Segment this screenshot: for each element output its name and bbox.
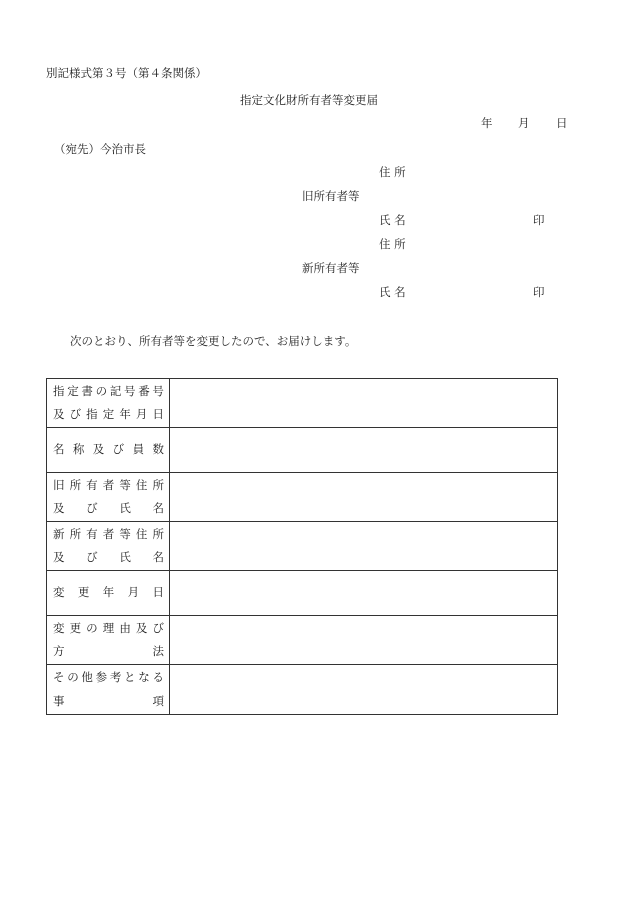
row-label-char: 更 [69, 620, 82, 635]
row-label-char: 年 [102, 585, 115, 600]
row-label-char: 更 [77, 585, 90, 600]
new-owner-seal: 印 [533, 285, 545, 299]
row-label-char: 及 [135, 620, 148, 635]
row-label-char: 書 [81, 383, 93, 398]
row-label-char: 他 [81, 670, 93, 684]
row-label-cell [47, 473, 170, 522]
row-label-char: 及 [53, 550, 65, 564]
document-title: 指定文化財所有者等変更届 [240, 93, 378, 107]
row-label-char: び [152, 620, 164, 635]
row-label-line [53, 477, 164, 492]
row-label-char: 氏 [119, 550, 131, 564]
table-row [47, 473, 558, 522]
old-owner-seal: 印 [533, 213, 545, 227]
row-label-char: の [67, 670, 79, 684]
row-label-char: 番 [138, 383, 150, 398]
row-label-char: 旧 [53, 477, 65, 492]
row-label-char: 有 [86, 477, 98, 492]
row-label-char: 有 [86, 526, 98, 541]
row-label-char: び [112, 442, 125, 457]
row-label-cell [47, 379, 170, 428]
row-label-char: 法 [152, 644, 164, 658]
row-value-cell[interactable] [170, 665, 558, 715]
table-row [47, 571, 558, 616]
row-label-line [53, 587, 164, 599]
row-label-char: 指 [86, 407, 98, 421]
row-label-char: 新 [53, 526, 65, 541]
row-label-char: 月 [127, 585, 140, 600]
row-label-cell [47, 428, 170, 473]
old-owner-group-label: 旧所有者等 [302, 189, 360, 203]
row-label-cell [47, 616, 170, 665]
row-label-char: 定 [67, 383, 79, 398]
row-value-cell[interactable] [170, 428, 558, 473]
row-label-char: 号 [152, 383, 164, 398]
row-value-cell[interactable] [170, 616, 558, 665]
row-label-line [53, 672, 164, 684]
date-month: 月 [518, 116, 530, 130]
row-label-char: 者 [102, 477, 115, 492]
row-label-char: 日 [152, 407, 164, 421]
row-label-char: 記 [109, 383, 122, 398]
date-day: 日 [556, 116, 568, 130]
row-label-char: 名 [53, 442, 65, 457]
row-label-char: 称 [72, 442, 85, 457]
row-label-char: 年 [119, 407, 131, 421]
form-number: 別記様式第３号（第４条関係） [46, 66, 207, 80]
row-label-char: 事 [53, 693, 65, 708]
row-label-char: び [69, 407, 82, 421]
row-label-char: 号 [124, 383, 136, 398]
row-label-char: 理 [102, 620, 115, 635]
table-row [47, 522, 558, 571]
row-label-char: 氏 [119, 501, 131, 515]
row-label-char: 者 [102, 526, 115, 541]
row-label-char: 所 [152, 477, 164, 492]
table-row [47, 665, 558, 715]
row-label-line [53, 646, 164, 658]
row-label-line [53, 383, 164, 398]
row-label-char: 及 [53, 501, 65, 515]
row-value-cell[interactable] [170, 473, 558, 522]
row-label-line [53, 409, 164, 421]
row-label-char: る [152, 670, 164, 684]
row-label-char: 員 [132, 442, 145, 457]
row-label-char: の [95, 383, 108, 398]
row-label-char: 定 [102, 407, 115, 421]
row-label-char: 項 [152, 693, 164, 708]
row-label-cell [47, 522, 170, 571]
addressee: （宛先）今治市長 [54, 142, 146, 156]
row-label-char: び [86, 501, 98, 515]
row-label-char: 由 [119, 620, 131, 635]
row-label-char: 所 [69, 526, 82, 541]
row-label-char: 参 [95, 670, 108, 684]
row-label-char: の [86, 620, 98, 635]
old-owner-address-label: 住 所 [379, 165, 406, 179]
row-label-char: 月 [135, 407, 148, 421]
row-label-char: 住 [135, 477, 148, 492]
row-label-char: 変 [53, 585, 65, 600]
new-owner-group-label: 新所有者等 [302, 261, 360, 275]
row-label-char: 数 [152, 442, 164, 457]
row-label-cell [47, 665, 170, 715]
row-label-char: 日 [152, 585, 164, 600]
row-label-line [53, 620, 164, 635]
row-label-char: 所 [69, 477, 82, 492]
row-label-char: と [124, 670, 136, 684]
new-owner-address-label: 住 所 [379, 237, 406, 251]
row-label-char: 住 [135, 526, 148, 541]
row-value-cell[interactable] [170, 571, 558, 616]
row-label-char: な [138, 670, 150, 684]
row-label-char: び [86, 550, 98, 564]
row-label-char: 所 [152, 526, 164, 541]
row-value-cell[interactable] [170, 522, 558, 571]
row-label-char: 方 [53, 644, 65, 658]
statement: 次のとおり、所有者等を変更したので、お届けします。 [70, 334, 357, 348]
table-row [47, 616, 558, 665]
row-label-char: そ [53, 670, 65, 684]
table-row [47, 379, 558, 428]
row-label-line [53, 552, 164, 564]
new-owner-name-label: 氏 名 [379, 285, 406, 299]
row-label-char: 指 [53, 383, 65, 398]
row-label-char: 及 [53, 407, 65, 421]
date-year: 年 [481, 116, 493, 130]
row-label-char: 名 [152, 550, 164, 564]
details-table [46, 378, 558, 715]
row-label-char: 変 [53, 620, 65, 635]
row-value-cell[interactable] [170, 379, 558, 428]
row-label-char: 考 [109, 670, 122, 684]
row-label-line [53, 444, 164, 456]
row-label-char: 及 [92, 442, 105, 457]
old-owner-name-label: 氏 名 [379, 213, 406, 227]
row-label-cell [47, 571, 170, 616]
row-label-line [53, 526, 164, 541]
table-row [47, 428, 558, 473]
row-label-char: 等 [119, 477, 131, 492]
row-label-char: 等 [119, 526, 131, 541]
row-label-char: 名 [152, 501, 164, 515]
row-label-line [53, 693, 164, 708]
row-label-line [53, 503, 164, 515]
